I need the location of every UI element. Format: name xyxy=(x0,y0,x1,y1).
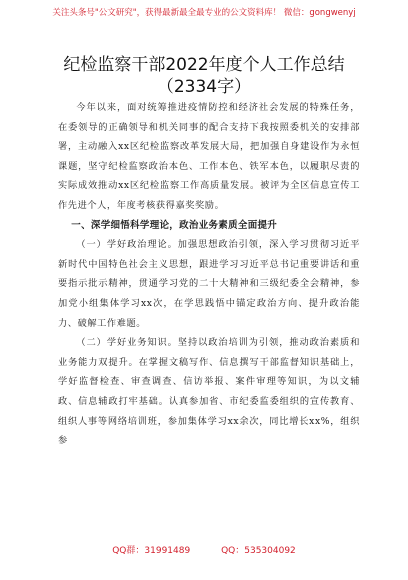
title-line-2: （2334字） xyxy=(156,77,252,97)
title-line-1: 纪检监察干部2022年度个人工作总结 xyxy=(63,55,345,75)
paragraph-business-knowledge: （二）学好业务知识。坚持以政治培训为引领，推动政治素质和业务能力双提升。在掌握文稿写作、信息撰写干部监督知识基础上，学好监督检查、审查调查、信访举报、案件审理等知识，为以文辅政、信息辅政打牢基础。认真参加省、市纪委监委组织的宣传教育、组织人事等网络培训班，参加集体学习xx余次，同比增长xx%，组织参 xyxy=(58,337,360,447)
footer-contact xyxy=(0,543,408,556)
document-title xyxy=(0,54,408,98)
footer-qq-group: QQ群：31991489 xyxy=(112,546,191,556)
paragraph-political-theory: （一）学好政治理论。加强思想政治引领，深入学习贯彻习近平新时代中国特色社会主义思想，跟进学习习近平总书记重要讲话和重要指示批示精神，贯通学习党的二十大精神和三级纪委全会精神，参加党小组集体学习xx次，在学思践悟中锚定政治方向、提升政治能力、破解工作难题。 xyxy=(58,239,360,329)
document-body xyxy=(58,98,360,451)
footer-qq: QQ：535304092 xyxy=(221,546,296,556)
intro-paragraph: 今年以来，面对统筹推进疫情防控和经济社会发展的特殊任务，在委领导的正确领导和机关同事的配合支持下我按照委机关的安排部署，主动融入xx区纪检监察改革发展大局，把加强自身建设作为永恒课题，坚守纪检监察政治本色、工作本色、铁军本色，以履职尽责的实际成效推动xx区纪检监察工作高质量发展。被评为全区信息宣传工作先进个人，年度考核获得嘉奖奖励。 xyxy=(58,102,360,211)
header-banner: 关注头条号"公文研究"，获得最新最全最专业的公文资料库！ 微信：gongwenyj xyxy=(52,8,356,18)
section-heading: 一、深学细悟科学理论，政治业务素质全面提升 xyxy=(71,219,278,231)
